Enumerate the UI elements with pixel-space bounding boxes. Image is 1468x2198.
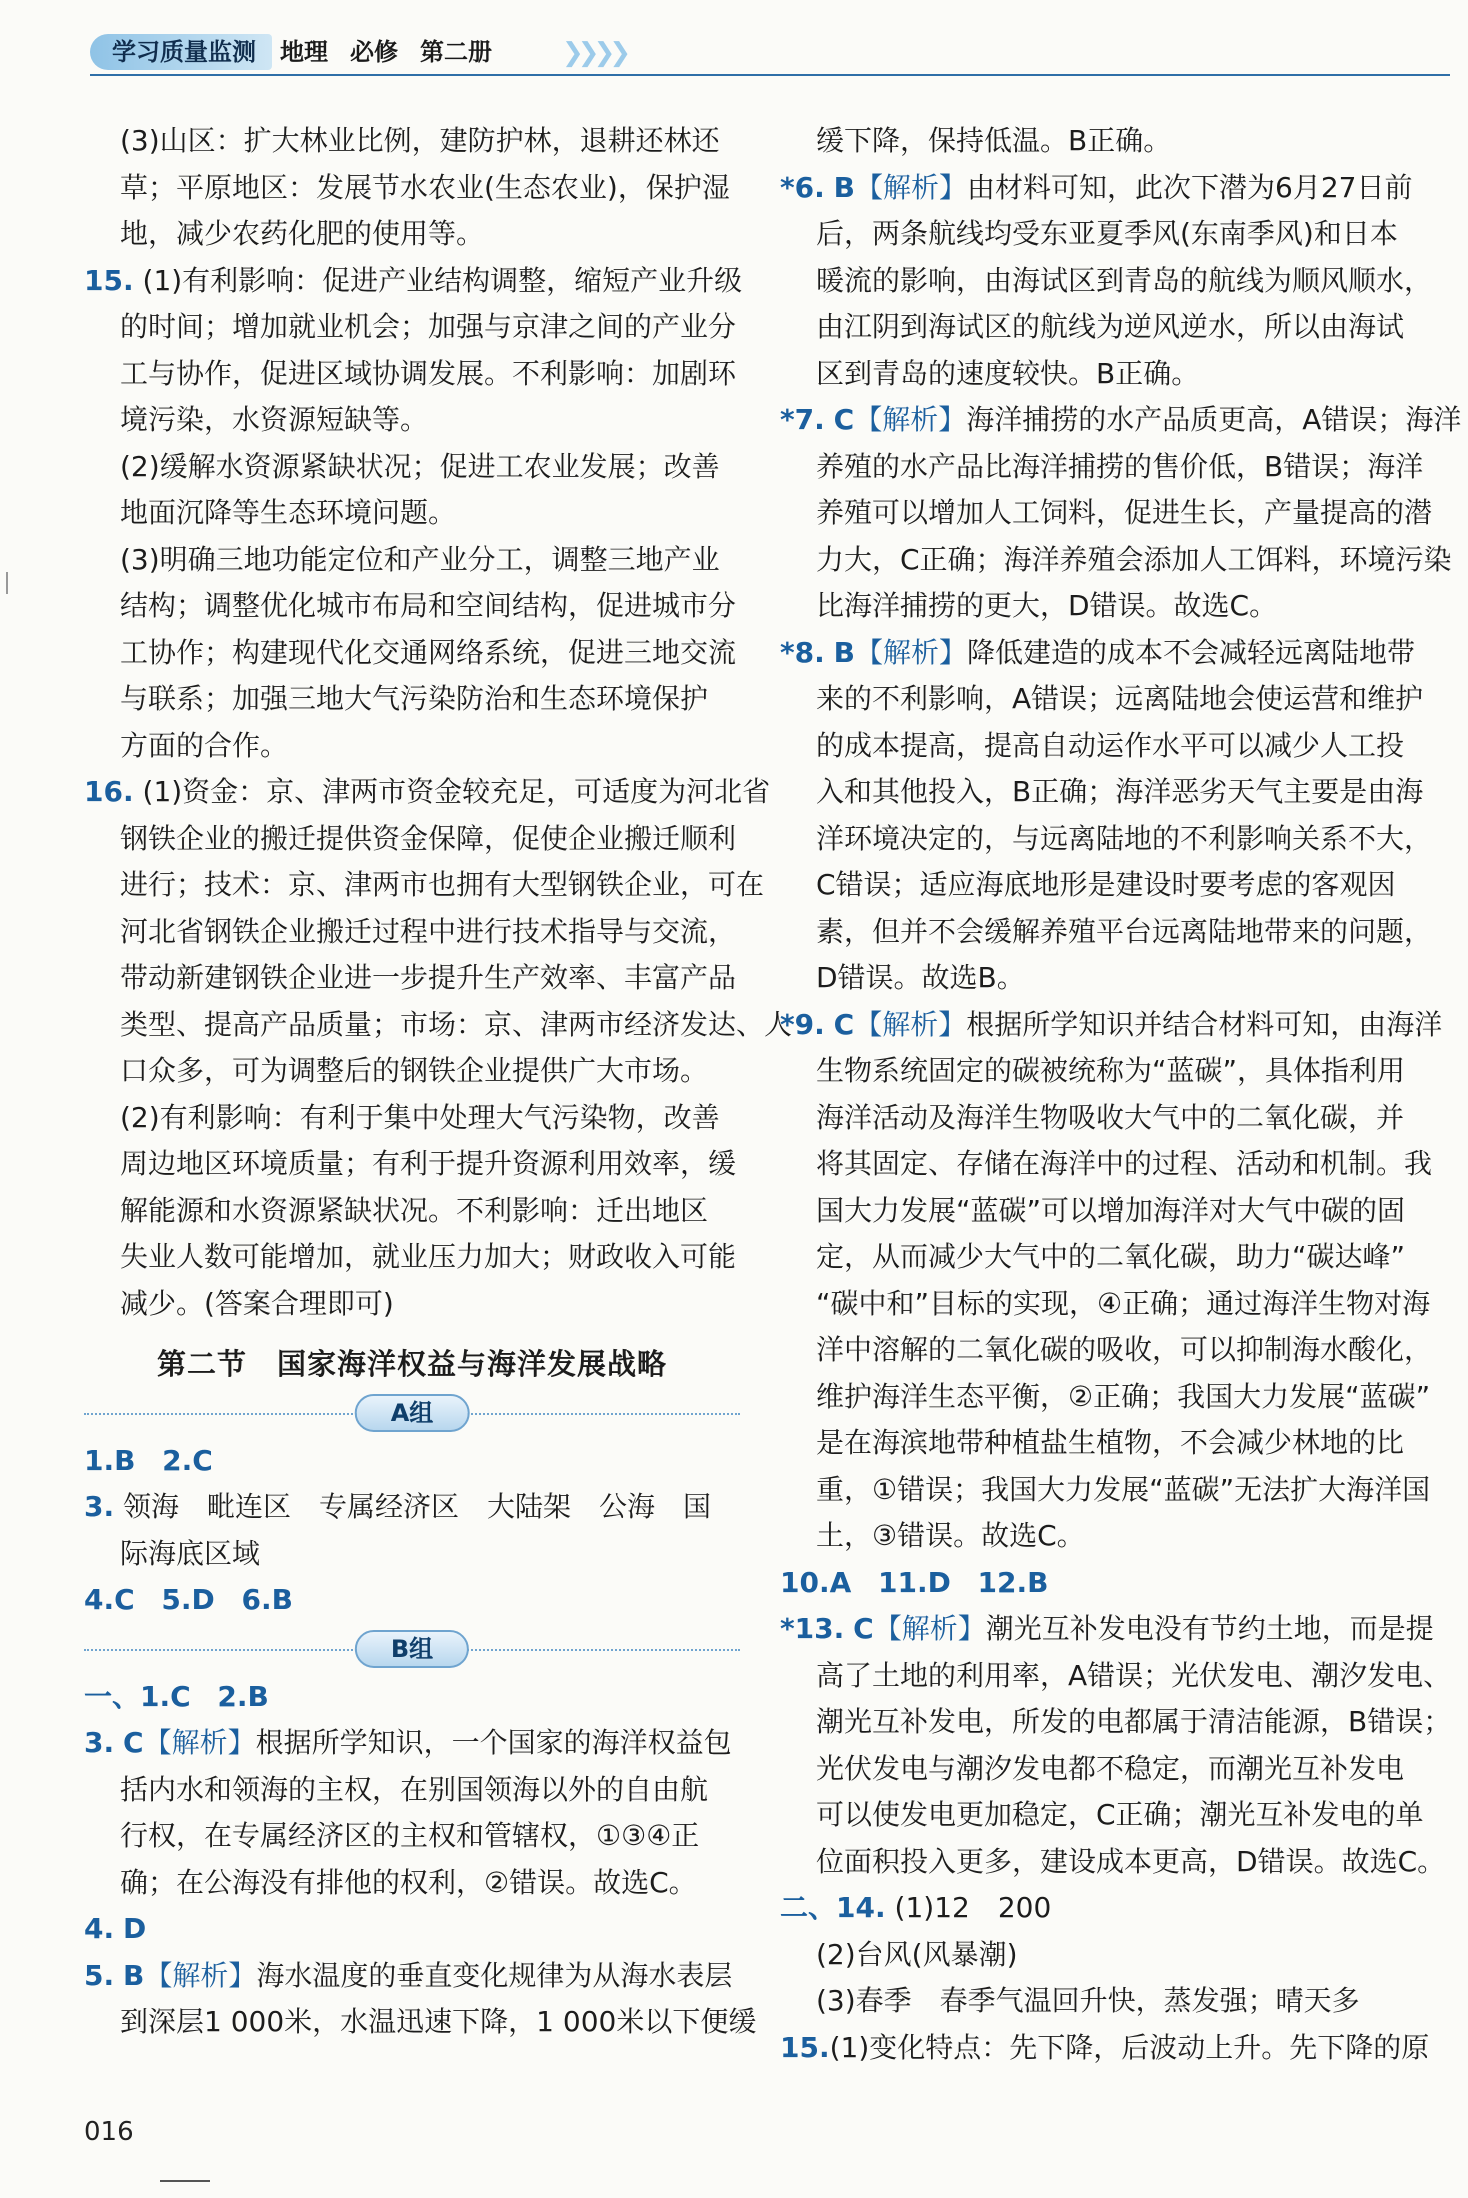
group-a-banner: A组 (84, 1394, 740, 1434)
answers-a-4-6: 4.C 5.D 6.B (84, 1583, 293, 1616)
left-column (84, 118, 793, 2046)
answer-15: 15. (1)有利影响：促进产业结构调整，缩短产业升级 的时间；增加就业机会；加强与京津之间的产业分 工与协作，促进区域协调发展。不利影响：加剧环 境污染，水资源短缺等。 (2)缓解水资源紧缺状况；促进工农业发展；改善 地面沉降等生态环境问题。 (3)明确三地功能定位和产业分工，调整三地产业 结构；调整优化城市布局和空间结构，促进城市分 工协作；构建现代化交通网络系统，促进三地交流 与联系；加强三地大气污染防治和生态环境保护 方面的合作。 (84, 263, 743, 762)
header-rule (90, 74, 1450, 76)
volume-label: 第二册 (420, 38, 492, 66)
answer-a-3: 3. 领海 毗连区 专属经济区 大陆架 公海 国 际海底区域 (84, 1490, 712, 1570)
answer-16: 16. (1)资金：京、津两市资金较充足，可适度为河北省 钢铁企业的搬迁提供资金保障，促使企业搬迁顺利 进行；技术：京、津两市也拥有大型钢铁企业，可在 河北省钢铁企业搬迁过程中进行技术指导与交流， 带动新建钢铁企业进一步提升生产效率、丰富产品 类型、提高产品质量；市场：京、津两市经济发达、人 口众多，可为调整后的钢铁企业提供广大市场。 (2)有利影响：有利于集中处理大气污染物，改善 周边地区环境质量；有利于提升资源利用效率，缓 解能源和水资源紧缺状况。不利影响：迁出地区 失业人数可能增加，就业压力加大；财政收入可能 减少。(答案合理即可) (84, 775, 793, 1320)
answer-b-5: 5. B【解析】海水温度的垂直变化规律为从海水表层 到深层1 000米，水温迅速下降，1 000米以下便缓 (84, 1958, 757, 2038)
question-number: 15. (84, 263, 134, 297)
right-column (780, 118, 1462, 2071)
series-brand: 学习质量监测 (90, 34, 272, 70)
answers-a-1-2: 1.B 2.C (84, 1443, 213, 1477)
answer-b-3: 3. C【解析】根据所学知识，一个国家的海洋权益包 括内水和领海的主权，在别国领海以外的自由航 行权，在专属经济区的主权和管辖权，①③④正 确；在公海没有排他的权利，②错误。故选C。 (84, 1726, 732, 1899)
answer-b-4: 4. D (84, 1912, 147, 1945)
page-number: 016 (84, 2117, 134, 2147)
answer-14-3: (3)山区：扩大林业比例，建防护林，退耕还林还 草；平原地区：发展节水农业(生态农业)，保护湿 地，减少农药化肥的使用等。 (120, 124, 730, 250)
page-header (90, 30, 650, 76)
answers-b-1-2: 一、1.C 2.B (84, 1679, 269, 1713)
answer-b-9: *9. C【解析】根据所学知识并结合材料可知，由海洋 生物系统固定的碳被统称为“蓝碳”，具体指利用 海洋活动及海洋生物吸收大气中的二氧化碳，并 将其固定、存储在海洋中的过程、活动和机制。我 国大力发展“蓝碳”可以增加海洋对大气中碳的固 定，从而减少大气中的二氧化碳，助力“碳达峰” “碳中和”目标的实现，④正确；通过海洋生物对海 洋中溶解的二氧化碳的吸收，可以抑制海水酸化， 维护海洋生态平衡，②正确；我国大力发展“蓝碳” 是在海滨地带种植盐生植物，不会减少林地的比 重，①错误；我国大力发展“蓝碳”无法扩大海洋国 土，③错误。故选C。 (780, 1007, 1443, 1552)
answer-b-13: *13. C【解析】潮光互补发电没有节约土地，而是提 高了土地的利用率，A错误；光伏发电、潮汐发电、 潮光互补发电，所发的电都属于清洁能源，B错误； 光伏发电与潮汐发电都不稳定，而潮光互补发电 可以使发电更加稳定，C正确；潮光互补发电的单 位面积投入更多，建设成本更高，D错误。故选C。 (780, 1612, 1452, 1878)
answer-b-6: *6. B【解析】由材料可知，此次下潜为6月27日前 后，两条航线均受东亚夏季风(东南季风)和日本 暖流的影响，由海试区到青岛的航线为顺风顺水， 由江阴到海试区的航线为逆风逆水，所以由海试 区到青岛的速度较快。B正确。 (780, 170, 1433, 390)
question-number: 16. (84, 775, 134, 808)
margin-mark (6, 572, 8, 594)
chevron-decor-icon: ❯❯❯❯ (562, 38, 626, 68)
subject-info (280, 34, 514, 70)
answer-b-7: *7. C【解析】海洋捕捞的水产品质更高，A错误；海洋 养殖的水产品比海洋捕捞的售价低，B错误；海洋 养殖可以增加人工饲料，促进生长，产量提高的潜 力大，C正确；海洋养殖会添加人工饵料，环境污染 比海洋捕捞的更大，D错误。故选C。 (780, 403, 1462, 622)
level-label: 必修 (350, 38, 398, 66)
subject-label: 地理 (280, 38, 328, 66)
footer-rule (160, 2180, 210, 2182)
answer-b-8: *8. B【解析】降低建造的成本不会减轻远离陆地带 来的不利影响，A错误；远离陆地会使运营和维护 的成本提高，提高自动运作水平可以减少人工投 入和其他投入，B正确；海洋恶劣天气主要是由海 洋环境决定的，与远离陆地的不利影响关系不大， C错误；适应海底地形是建设时要考虑的客观因 素，但并不会缓解养殖平台远离陆地带来的问题， D错误。故选B。 (780, 635, 1433, 994)
answer-b-14: 二、14. (1)12 200 (2)台风(风暴潮) (3)春季 春季气温回升快，蒸发强；晴天多 (780, 1891, 1360, 2017)
answers-b-10-12: 10.A 11.D 12.B (780, 1565, 1049, 1599)
section-title: 第二节 国家海洋权益与海洋发展战略 (156, 1347, 667, 1381)
answer-b-5-continued: 缓下降，保持低温。B正确。 (816, 124, 1172, 157)
group-b-banner: B组 (84, 1630, 740, 1670)
answer-b-15: 15.(1)变化特点：先下降，后波动上升。先下降的原 (780, 2030, 1430, 2064)
